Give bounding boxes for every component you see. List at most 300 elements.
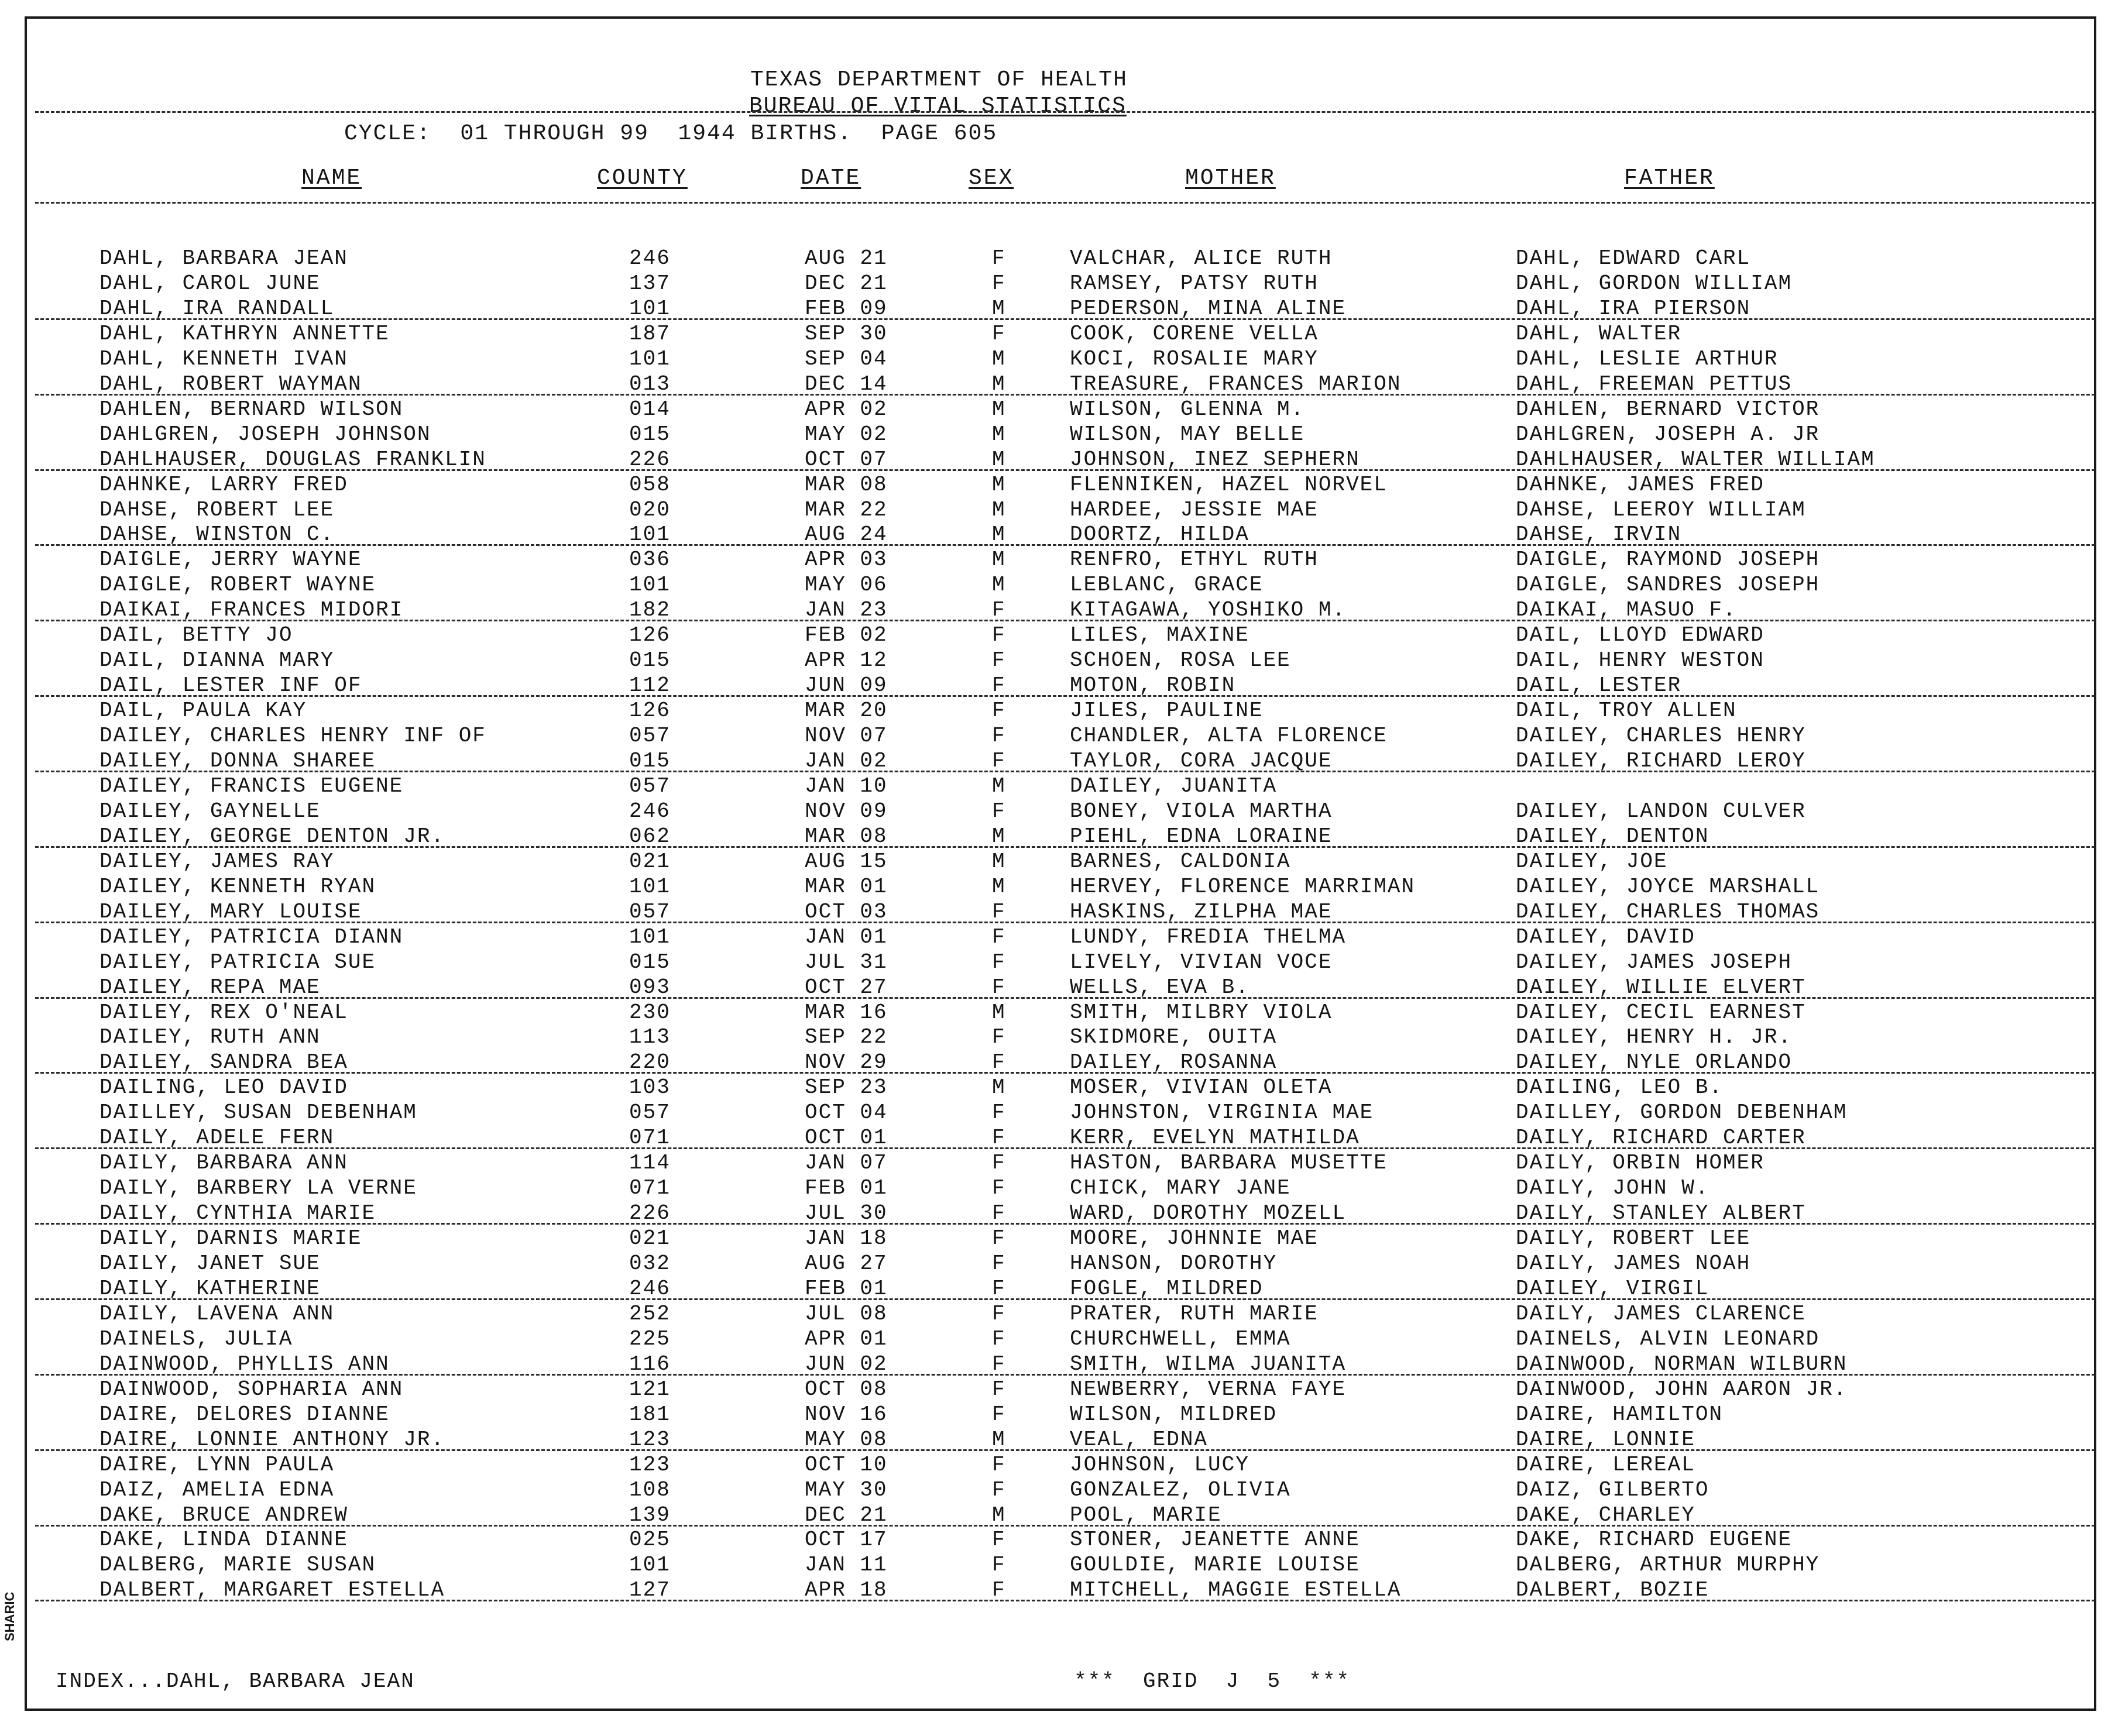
cell-sex: F [992, 1025, 1006, 1050]
cell-mother: VEAL, EDNA [1070, 1427, 1209, 1452]
cell-date: OCT 08 [805, 1377, 888, 1401]
cell-name: DAHL, IRA RANDALL [99, 296, 335, 321]
table-row [0, 874, 2125, 899]
cell-sex: F [992, 950, 1006, 974]
cell-county: 123 [629, 1452, 671, 1477]
cell-county: 021 [629, 1226, 671, 1251]
cell-father: DAILY, ORBIN HOMER [1516, 1151, 1764, 1175]
cell-sex: F [992, 321, 1006, 346]
cell-mother: MOORE, JOHNNIE MAE [1070, 1226, 1319, 1251]
table-row [0, 774, 2125, 799]
cell-date: OCT 04 [805, 1101, 888, 1125]
cell-county: 014 [629, 397, 671, 421]
cell-county: 103 [629, 1075, 671, 1100]
cell-county: 058 [629, 472, 671, 497]
cell-county: 057 [629, 1101, 671, 1125]
cell-date: APR 03 [805, 548, 888, 572]
table-row [0, 1477, 2125, 1503]
column-header-name: NAME [301, 166, 362, 191]
cell-name: DAILY, BARBARA ANN [99, 1151, 348, 1175]
cell-mother: WILSON, MAY BELLE [1070, 422, 1305, 446]
cell-date: APR 02 [805, 397, 888, 421]
cell-date: OCT 03 [805, 899, 888, 924]
table-row [0, 522, 2125, 547]
cell-name: DAILEY, KENNETH RYAN [99, 874, 376, 899]
cell-county: 036 [629, 548, 671, 572]
cell-name: DAIL, PAULA KAY [99, 699, 307, 723]
cell-name: DAILEY, RUTH ANN [99, 1025, 321, 1050]
cell-sex: F [992, 699, 1006, 723]
cell-date: AUG 15 [805, 849, 888, 874]
cell-sex: F [992, 1276, 1006, 1301]
cell-sex: F [992, 271, 1006, 295]
cell-sex: F [992, 749, 1006, 773]
cell-county: 127 [629, 1578, 671, 1603]
cell-mother: JOHNSON, LUCY [1070, 1452, 1249, 1477]
cell-name: DAKE, BRUCE ANDREW [99, 1503, 348, 1527]
cell-sex: M [992, 1000, 1006, 1025]
cell-name: DAHL, KENNETH IVAN [99, 346, 348, 371]
cell-father: DAILEY, JOE [1516, 849, 1668, 874]
row-separator [35, 1600, 2095, 1601]
cell-county: 057 [629, 724, 671, 748]
cell-mother: KITAGAWA, YOSHIKO M. [1070, 598, 1347, 623]
cell-date: NOV 29 [805, 1050, 888, 1075]
cell-name: DAHL, BARBARA JEAN [99, 246, 348, 270]
cell-sex: F [992, 1528, 1006, 1552]
table-row [0, 1050, 2125, 1075]
cell-county: 020 [629, 497, 671, 522]
cell-mother: DAILEY, JUANITA [1070, 774, 1278, 798]
cell-sex: M [992, 397, 1006, 421]
cell-county: 025 [629, 1528, 671, 1552]
cell-date: JAN 10 [805, 774, 888, 798]
table-row [0, 472, 2125, 497]
cell-county: 101 [629, 346, 671, 371]
cell-father: DAIRE, HAMILTON [1516, 1402, 1724, 1426]
table-row [0, 447, 2125, 472]
cell-mother: RENFRO, ETHYL RUTH [1070, 548, 1319, 572]
cell-mother: LEBLANC, GRACE [1070, 573, 1264, 597]
cell-name: DAIRE, LONNIE ANTHONY JR. [99, 1427, 445, 1452]
cell-date: DEC 21 [805, 271, 888, 295]
cell-name: DAILEY, DONNA SHAREE [99, 749, 376, 773]
cell-county: 062 [629, 824, 671, 848]
table-row [0, 1201, 2125, 1226]
table-row [0, 547, 2125, 572]
cell-date: APR 01 [805, 1326, 888, 1351]
cell-mother: BONEY, VIOLA MARTHA [1070, 799, 1333, 823]
cell-county: 015 [629, 950, 671, 974]
cell-name: DAIL, LESTER INF OF [99, 673, 362, 698]
cell-county: 101 [629, 296, 671, 321]
cell-name: DAILEY, SANDRA BEA [99, 1050, 348, 1075]
cell-mother: SKIDMORE, OUITA [1070, 1025, 1278, 1050]
row-separator [35, 922, 2095, 923]
cell-father: DAIZ, GILBERTO [1516, 1477, 1709, 1502]
row-separator [35, 394, 2095, 396]
cell-father: DAIL, HENRY WESTON [1516, 648, 1764, 673]
cell-date: DEC 21 [805, 1503, 888, 1527]
cell-mother: GONZALEZ, OLIVIA [1070, 1477, 1291, 1502]
cell-mother: PIEHL, EDNA LORAINE [1070, 824, 1333, 848]
cell-county: 113 [629, 1025, 671, 1050]
cell-father: DAHL, FREEMAN PETTUS [1516, 372, 1793, 396]
cell-sex: M [992, 1427, 1006, 1452]
cell-sex: F [992, 648, 1006, 673]
cell-sex: F [992, 623, 1006, 648]
cell-mother: PEDERSON, MINA ALINE [1070, 296, 1347, 321]
cell-name: DAINWOOD, PHYLLIS ANN [99, 1352, 390, 1376]
cell-county: 220 [629, 1050, 671, 1075]
table-row [0, 1452, 2125, 1477]
cell-county: 032 [629, 1252, 671, 1276]
cell-date: APR 12 [805, 648, 888, 673]
cell-date: MAR 08 [805, 824, 888, 848]
cell-date: MAR 01 [805, 874, 888, 899]
cell-name: DAILY, LAVENA ANN [99, 1301, 335, 1326]
cell-father: DAILEY, WILLIE ELVERT [1516, 975, 1806, 999]
cell-sex: F [992, 1301, 1006, 1326]
column-header-father: FATHER [1624, 166, 1715, 191]
cell-mother: WELLS, EVA B. [1070, 975, 1249, 999]
cell-mother: SMITH, MILBRY VIOLA [1070, 1000, 1333, 1025]
cell-mother: CHANDLER, ALTA FLORENCE [1070, 724, 1388, 748]
cell-county: 015 [629, 422, 671, 446]
cell-county: 021 [629, 849, 671, 874]
column-header-county: COUNTY [597, 166, 688, 191]
table-row [0, 1175, 2125, 1201]
cell-mother: PRATER, RUTH MARIE [1070, 1301, 1319, 1326]
table-row [0, 321, 2125, 346]
cell-date: NOV 16 [805, 1402, 888, 1426]
cell-father: DAILY, RICHARD CARTER [1516, 1126, 1806, 1150]
grid-label: *** GRID J 5 *** [1074, 1669, 1351, 1693]
cell-name: DAIRE, LYNN PAULA [99, 1452, 335, 1477]
cell-sex: M [992, 472, 1006, 497]
cell-father: DAHL, LESLIE ARTHUR [1516, 346, 1779, 371]
cell-date: MAY 02 [805, 422, 888, 446]
table-row [0, 1427, 2125, 1452]
cell-county: 246 [629, 799, 671, 823]
cell-sex: F [992, 1452, 1006, 1477]
cell-name: DAILEY, REX O'NEAL [99, 1000, 348, 1025]
cell-name: DAHSE, WINSTON C. [99, 522, 335, 547]
cell-name: DAHL, KATHRYN ANNETTE [99, 321, 390, 346]
cell-sex: F [992, 1477, 1006, 1502]
cell-father: DAILEY, NYLE ORLANDO [1516, 1050, 1793, 1075]
cell-sex: F [992, 1050, 1006, 1075]
cell-sex: M [992, 372, 1006, 396]
cell-mother: FOGLE, MILDRED [1070, 1276, 1264, 1301]
cell-name: DAHLGREN, JOSEPH JOHNSON [99, 422, 431, 446]
cell-father: DAILEY, DAVID [1516, 924, 1695, 949]
cell-county: 101 [629, 573, 671, 597]
cell-sex: F [992, 673, 1006, 698]
cell-date: OCT 07 [805, 447, 888, 472]
cell-name: DAIKAI, FRANCES MIDORI [99, 598, 404, 623]
table-row [0, 849, 2125, 874]
row-separator [35, 318, 2095, 320]
cell-sex: M [992, 573, 1006, 597]
cell-date: AUG 24 [805, 522, 888, 547]
table-row [0, 1000, 2125, 1025]
cell-county: 101 [629, 874, 671, 899]
cell-date: MAY 30 [805, 1477, 888, 1502]
cell-father: DAHL, IRA PIERSON [1516, 296, 1751, 321]
cell-name: DALBERT, MARGARET ESTELLA [99, 1578, 445, 1603]
cell-county: 225 [629, 1326, 671, 1351]
cell-date: JAN 18 [805, 1226, 888, 1251]
cell-county: 139 [629, 1503, 671, 1527]
cell-name: DAHL, CAROL JUNE [99, 271, 321, 295]
cell-date: JAN 01 [805, 924, 888, 949]
cell-sex: F [992, 1151, 1006, 1175]
cell-sex: F [992, 1578, 1006, 1603]
cell-date: OCT 27 [805, 975, 888, 999]
table-row [0, 422, 2125, 447]
cell-date: JAN 23 [805, 598, 888, 623]
cell-father: DAHL, EDWARD CARL [1516, 246, 1751, 270]
cell-name: DAILY, KATHERINE [99, 1276, 321, 1301]
cell-name: DAHLEN, BERNARD WILSON [99, 397, 404, 421]
cell-name: DAINWOOD, SOPHARIA ANN [99, 1377, 404, 1401]
cell-mother: JOHNSON, INEZ SEPHERN [1070, 447, 1360, 472]
table-row [0, 246, 2125, 271]
cell-date: SEP 30 [805, 321, 888, 346]
cell-name: DAILY, CYNTHIA MARIE [99, 1201, 376, 1226]
cell-father: DALBERG, ARTHUR MURPHY [1516, 1553, 1820, 1577]
cell-county: 126 [629, 623, 671, 648]
cell-father: DAIGLE, SANDRES JOSEPH [1516, 573, 1820, 597]
cell-father: DAIRE, LONNIE [1516, 1427, 1695, 1452]
column-header-mother: MOTHER [1185, 166, 1276, 191]
table-row [0, 1301, 2125, 1326]
cell-father: DAILEY, JOYCE MARSHALL [1516, 874, 1820, 899]
cell-mother: GOULDIE, MARIE LOUISE [1070, 1553, 1360, 1577]
cell-sex: F [992, 1176, 1006, 1201]
column-header-sex: SEX [969, 166, 1014, 191]
row-separator [35, 846, 2095, 848]
cell-date: OCT 10 [805, 1452, 888, 1477]
cell-sex: M [992, 1503, 1006, 1527]
cell-sex: F [992, 924, 1006, 949]
table-row [0, 1552, 2125, 1577]
cell-mother: SMITH, WILMA JUANITA [1070, 1352, 1347, 1376]
table-row [0, 346, 2125, 372]
cell-date: JUL 30 [805, 1201, 888, 1226]
row-separator [35, 544, 2095, 546]
cell-sex: M [992, 849, 1006, 874]
table-row [0, 950, 2125, 975]
table-row [0, 597, 2125, 623]
cell-sex: F [992, 1126, 1006, 1150]
cell-sex: F [992, 1101, 1006, 1125]
cell-county: 114 [629, 1151, 671, 1175]
cell-county: 108 [629, 1477, 671, 1502]
cell-county: 187 [629, 321, 671, 346]
cell-father: DAINWOOD, JOHN AARON JR. [1516, 1377, 1848, 1401]
cell-name: DAILEY, MARY LOUISE [99, 899, 362, 924]
cell-sex: M [992, 346, 1006, 371]
cell-county: 101 [629, 522, 671, 547]
table-row [0, 623, 2125, 648]
cell-name: DALBERG, MARIE SUSAN [99, 1553, 376, 1577]
cell-father: DAINELS, ALVIN LEONARD [1516, 1326, 1820, 1351]
table-row [0, 1125, 2125, 1150]
cell-sex: F [992, 975, 1006, 999]
cell-mother: WILSON, GLENNA M. [1070, 397, 1305, 421]
cell-mother: FLENNIKEN, HAZEL NORVEL [1070, 472, 1388, 497]
cell-mother: JOHNSTON, VIRGINIA MAE [1070, 1101, 1374, 1125]
cell-date: JAN 11 [805, 1553, 888, 1577]
cell-father: DAILEY, CECIL EARNEST [1516, 1000, 1806, 1025]
cell-name: DAINELS, JULIA [99, 1326, 293, 1351]
table-row [0, 372, 2125, 397]
table-row [0, 1025, 2125, 1050]
table-row [0, 1100, 2125, 1125]
row-separator [35, 1525, 2095, 1527]
table-row [0, 1150, 2125, 1175]
cell-mother: HARDEE, JESSIE MAE [1070, 497, 1319, 522]
table-row [0, 1251, 2125, 1276]
cell-sex: M [992, 874, 1006, 899]
cell-county: 112 [629, 673, 671, 698]
cell-father: DAILEY, JAMES JOSEPH [1516, 950, 1793, 974]
cell-father: DAILEY, VIRGIL [1516, 1276, 1709, 1301]
cell-date: FEB 09 [805, 296, 888, 321]
cell-father: DAILLEY, GORDON DEBENHAM [1516, 1101, 1848, 1125]
cycle-line: CYCLE: 01 THROUGH 99 1944 BIRTHS. PAGE 605 [344, 121, 998, 146]
cell-father: DAHLHAUSER, WALTER WILLIAM [1516, 447, 1875, 472]
row-separator [35, 997, 2095, 999]
cell-father: DAHL, GORDON WILLIAM [1516, 271, 1793, 295]
cell-name: DAILY, BARBERY LA VERNE [99, 1176, 417, 1201]
cell-mother: LIVELY, VIVIAN VOCE [1070, 950, 1333, 974]
cell-county: 101 [629, 924, 671, 949]
table-row [0, 648, 2125, 673]
cell-sex: F [992, 899, 1006, 924]
cell-father: DAINWOOD, NORMAN WILBURN [1516, 1352, 1848, 1376]
cell-county: 071 [629, 1176, 671, 1201]
cell-father: DAKE, CHARLEY [1516, 1503, 1695, 1527]
cell-date: SEP 23 [805, 1075, 888, 1100]
cell-mother: HERVEY, FLORENCE MARRIMAN [1070, 874, 1416, 899]
cell-county: 246 [629, 1276, 671, 1301]
cell-sex: F [992, 1402, 1006, 1426]
cell-mother: KERR, EVELYN MATHILDA [1070, 1126, 1360, 1150]
table-row [0, 271, 2125, 296]
cell-date: SEP 22 [805, 1025, 888, 1050]
cell-county: 071 [629, 1126, 671, 1150]
cell-sex: M [992, 497, 1006, 522]
cell-date: JUL 31 [805, 950, 888, 974]
cell-mother: CHURCHWELL, EMMA [1070, 1326, 1291, 1351]
cell-mother: WILSON, MILDRED [1070, 1402, 1278, 1426]
row-separator [35, 771, 2095, 772]
cell-county: 182 [629, 598, 671, 623]
cell-name: DAIGLE, ROBERT WAYNE [99, 573, 376, 597]
cell-date: JUL 08 [805, 1301, 888, 1326]
cell-father: DAILY, JAMES NOAH [1516, 1252, 1751, 1276]
cell-name: DAILING, LEO DAVID [99, 1075, 348, 1100]
cell-county: 057 [629, 774, 671, 798]
cell-date: JUN 02 [805, 1352, 888, 1376]
cell-county: 015 [629, 749, 671, 773]
cell-mother: NEWBERRY, VERNA FAYE [1070, 1377, 1347, 1401]
cell-date: MAY 06 [805, 573, 888, 597]
cell-date: FEB 02 [805, 623, 888, 648]
cell-county: 015 [629, 648, 671, 673]
cell-mother: TREASURE, FRANCES MARION [1070, 372, 1402, 396]
cell-name: DAILEY, REPA MAE [99, 975, 321, 999]
cell-county: 093 [629, 975, 671, 999]
cell-name: DAILEY, FRANCIS EUGENE [99, 774, 404, 798]
cell-date: AUG 27 [805, 1252, 888, 1276]
table-row [0, 698, 2125, 723]
cell-father: DAIRE, LEREAL [1516, 1452, 1695, 1477]
cell-name: DAILEY, PATRICIA DIANN [99, 924, 404, 949]
cell-father: DAHLGREN, JOSEPH A. JR [1516, 422, 1820, 446]
cell-father: DAHLEN, BERNARD VICTOR [1516, 397, 1820, 421]
cell-father: DAHSE, LEEROY WILLIAM [1516, 497, 1806, 522]
cell-county: 226 [629, 1201, 671, 1226]
cell-mother: SCHOEN, ROSA LEE [1070, 648, 1291, 673]
cell-father: DAHSE, IRVIN [1516, 522, 1682, 547]
table-row [0, 975, 2125, 1000]
cell-county: 137 [629, 271, 671, 295]
cell-father: DAILY, JAMES CLARENCE [1516, 1301, 1806, 1326]
cell-mother: MITCHELL, MAGGIE ESTELLA [1070, 1578, 1402, 1603]
row-separator [35, 469, 2095, 471]
cell-sex: M [992, 548, 1006, 572]
cell-name: DAILEY, GEORGE DENTON JR. [99, 824, 445, 848]
cell-mother: LILES, MAXINE [1070, 623, 1249, 648]
cell-father: DAILEY, LANDON CULVER [1516, 799, 1806, 823]
cell-sex: M [992, 1075, 1006, 1100]
table-row [0, 748, 2125, 774]
cell-date: JAN 07 [805, 1151, 888, 1175]
cell-county: 252 [629, 1301, 671, 1326]
table-row [0, 1503, 2125, 1528]
cell-sex: F [992, 598, 1006, 623]
cell-father: DAIKAI, MASUO F. [1516, 598, 1737, 623]
cell-county: 126 [629, 699, 671, 723]
cell-sex: F [992, 1226, 1006, 1251]
cell-sex: M [992, 824, 1006, 848]
cell-name: DAHNKE, LARRY FRED [99, 472, 348, 497]
cell-father: DAILING, LEO B. [1516, 1075, 1724, 1100]
cell-mother: HANSON, DOROTHY [1070, 1252, 1278, 1276]
cell-county: 116 [629, 1352, 671, 1376]
cell-sex: F [992, 1201, 1006, 1226]
cell-mother: VALCHAR, ALICE RUTH [1070, 246, 1333, 270]
cell-county: 123 [629, 1427, 671, 1452]
table-row [0, 799, 2125, 824]
cell-mother: HASKINS, ZILPHA MAE [1070, 899, 1333, 924]
cell-county: 181 [629, 1402, 671, 1426]
cell-name: DAHSE, ROBERT LEE [99, 497, 335, 522]
cell-father: DAILEY, HENRY H. JR. [1516, 1025, 1793, 1050]
department-title: TEXAS DEPARTMENT OF HEALTH [750, 67, 1128, 92]
cell-county: 246 [629, 246, 671, 270]
cell-county: 230 [629, 1000, 671, 1025]
table-row [0, 1226, 2125, 1251]
cell-father: DAHNKE, JAMES FRED [1516, 472, 1764, 497]
table-row [0, 1276, 2125, 1301]
cell-date: NOV 09 [805, 799, 888, 823]
column-header-date: DATE [801, 166, 861, 191]
